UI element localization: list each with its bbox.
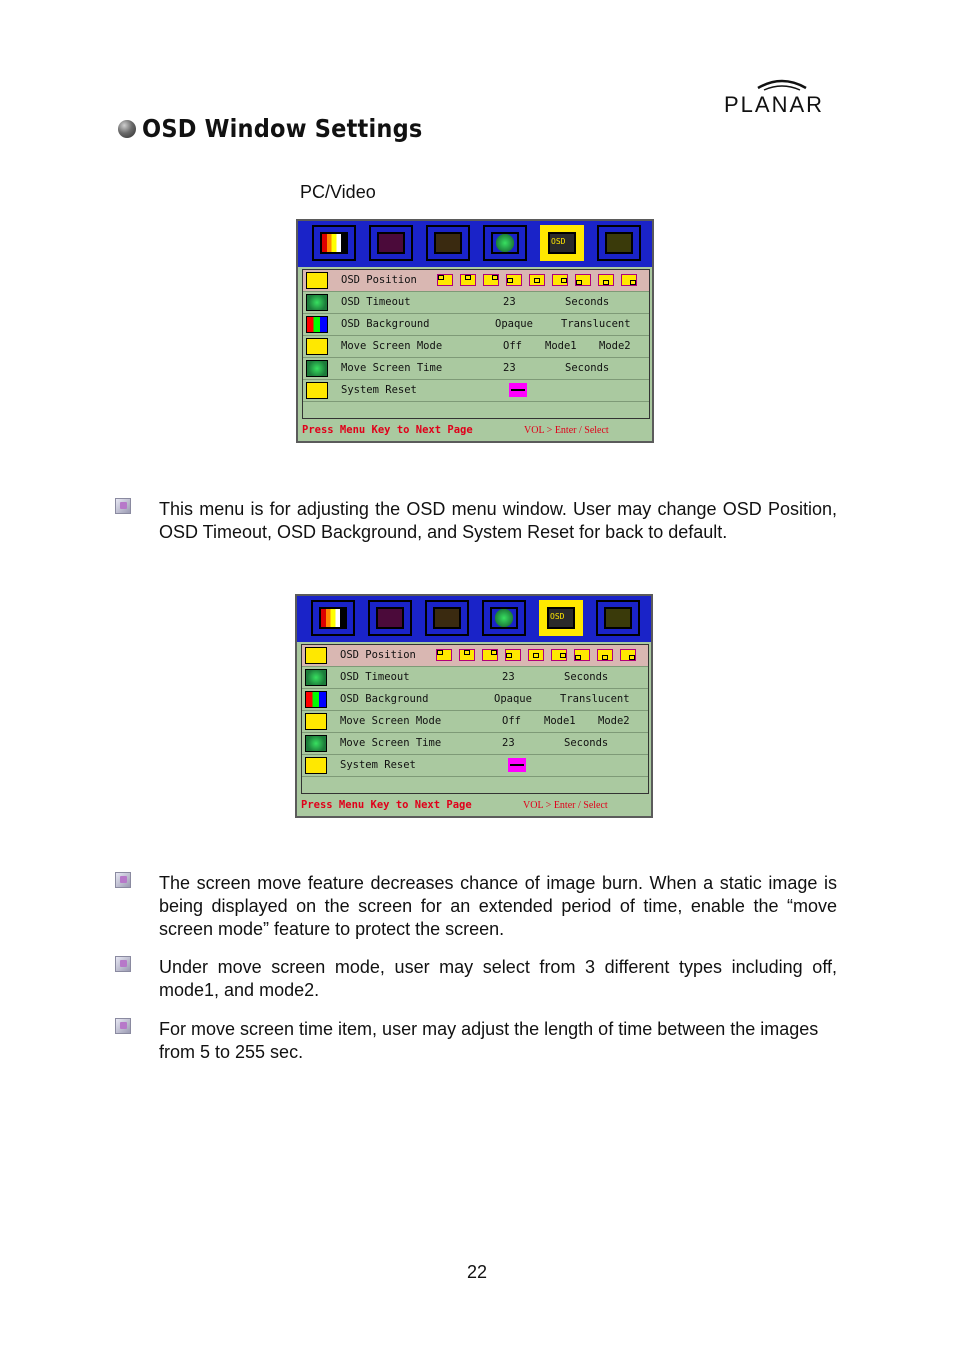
arrow-right-icon — [509, 383, 527, 397]
paragraph: Under move screen mode, user may select from 3 different types including off, mode1, and mode2. — [159, 957, 837, 1000]
osd-menu-screenshot — [296, 219, 654, 443]
osd-tab-bar — [298, 221, 652, 267]
position-marker — [465, 275, 471, 280]
osd-row-label: OSD Timeout — [341, 296, 411, 308]
osd-position-box-icon — [574, 649, 590, 661]
osd-row-value: Mode1 — [545, 340, 577, 352]
osd-footer — [301, 796, 649, 814]
osd-position-box-icon — [575, 274, 591, 286]
reset-tab-icon — [605, 232, 633, 254]
osd-row — [303, 270, 649, 292]
osd-row-icon — [305, 757, 327, 774]
osd-row-label: OSD Background — [341, 318, 430, 330]
osd-row — [302, 689, 648, 711]
osd-row-value: Seconds — [564, 737, 609, 749]
osd-tab — [368, 600, 412, 636]
osd-row-label: Move Screen Mode — [341, 340, 443, 352]
position-marker — [464, 650, 470, 655]
osd-row-icon — [305, 669, 327, 686]
paragraph: The screen move feature decreases chance of image burn. When a static image is being displayed on the screen for an extended period of time, enable the “move screen mode” feature to protect the screen. — [159, 873, 837, 939]
position-marker — [534, 278, 540, 283]
osd-position-box-icon — [460, 274, 476, 286]
osd-row-icon — [305, 735, 327, 752]
osd-row-value: Off — [502, 715, 521, 727]
osd-footer-right: VOL > Enter / Select — [524, 425, 609, 436]
osd-row-icon — [306, 360, 328, 377]
color-bars-icon — [319, 607, 347, 629]
osd-row-icon — [306, 294, 328, 311]
osd-position-box-icon — [598, 274, 614, 286]
osd-row-value: Opaque — [494, 693, 532, 705]
osd-row-value: 23 — [502, 671, 515, 683]
position-marker — [561, 278, 567, 283]
osd-row — [302, 755, 648, 777]
osd-row-value: Mode2 — [599, 340, 631, 352]
osd-row — [302, 645, 648, 667]
position-marker — [438, 275, 444, 280]
osd-footer-left: Press Menu Key to Next Page — [302, 424, 473, 436]
position-marker — [603, 280, 609, 285]
osd-tab — [482, 600, 526, 636]
osd-row-icon — [306, 316, 328, 333]
pc-video-label: PC/Video — [300, 182, 376, 202]
osd-tab-label: OSD — [551, 237, 566, 246]
osd-row-icon — [306, 272, 328, 289]
image-adjust-icon — [377, 232, 405, 254]
osd-tab-icon — [548, 232, 576, 254]
osd-position-box-icon — [529, 274, 545, 286]
osd-position-box-icon — [482, 649, 498, 661]
osd-position-box-icon — [506, 274, 522, 286]
osd-row-value: 23 — [503, 296, 516, 308]
osd-row-icon — [306, 338, 328, 355]
osd-row-label: OSD Position — [340, 649, 416, 661]
reset-tab-icon — [604, 607, 632, 629]
position-marker — [602, 655, 608, 660]
bullet-item — [114, 1018, 837, 1064]
position-marker — [533, 653, 539, 658]
osd-tab — [483, 225, 527, 261]
osd-tab-label: OSD — [550, 612, 565, 621]
osd-row-value: Translucent — [560, 693, 630, 705]
osd-row-icon — [305, 713, 327, 730]
osd-row-label: OSD Background — [340, 693, 429, 705]
arrow-right-icon — [508, 758, 526, 772]
osd-row-label: Move Screen Time — [340, 737, 442, 749]
osd-menu-screenshot — [295, 594, 653, 818]
osd-row-value: Seconds — [565, 362, 610, 374]
osd-row — [302, 733, 648, 755]
osd-footer-left: Press Menu Key to Next Page — [301, 799, 472, 811]
planar-logo — [724, 76, 840, 116]
osd-row-icon — [306, 382, 328, 399]
osd-row-value: Seconds — [564, 671, 609, 683]
osd-row-icon — [305, 691, 327, 708]
osd-position-box-icon — [505, 649, 521, 661]
image-adjust-icon — [376, 607, 404, 629]
position-marker — [506, 653, 512, 658]
osd-row — [302, 667, 648, 689]
osd-footer-right: VOL > Enter / Select — [523, 800, 608, 811]
position-marker — [491, 650, 497, 655]
page-number: 22 — [466, 1262, 488, 1282]
osd-tab — [369, 225, 413, 261]
bullet-item — [114, 956, 837, 1002]
osd-position-box-icon — [436, 649, 452, 661]
osd-row-label: Move Screen Mode — [340, 715, 442, 727]
position-marker — [507, 278, 513, 283]
osd-tab-bar — [297, 596, 651, 642]
osd-row-value: Off — [503, 340, 522, 352]
osd-row — [303, 314, 649, 336]
bullet-item — [114, 498, 837, 544]
osd-position-box-icon — [551, 649, 567, 661]
osd-tab — [426, 225, 470, 261]
position-marker — [576, 280, 582, 285]
audio-icon — [434, 232, 462, 254]
osd-position-box-icon — [437, 274, 453, 286]
logo-text: PLANAR — [724, 92, 825, 117]
osd-row — [303, 336, 649, 358]
paragraph: For move screen time item, user may adjust the length of time between the images from 5 to 255 sec. — [159, 1019, 819, 1062]
globe-icon — [491, 232, 519, 254]
osd-position-box-icon — [621, 274, 637, 286]
osd-row-value: 23 — [503, 362, 516, 374]
osd-tab — [311, 600, 355, 636]
square-bullet-icon — [114, 872, 134, 890]
position-marker — [575, 655, 581, 660]
sphere-bullet-icon — [118, 120, 136, 138]
square-bullet-icon — [114, 956, 134, 974]
osd-position-box-icon — [597, 649, 613, 661]
osd-row — [302, 711, 648, 733]
osd-row-label: Move Screen Time — [341, 362, 443, 374]
osd-row — [303, 380, 649, 402]
osd-row-value: Translucent — [561, 318, 631, 330]
square-bullet-icon — [114, 1018, 134, 1036]
osd-row-value: Mode1 — [544, 715, 576, 727]
position-marker — [560, 653, 566, 658]
globe-icon — [490, 607, 518, 629]
position-marker — [437, 650, 443, 655]
osd-row-value: Mode2 — [598, 715, 630, 727]
osd-row-label: System Reset — [340, 759, 416, 771]
osd-tab — [597, 225, 641, 261]
osd-row-icon — [305, 647, 327, 664]
osd-row-label: OSD Timeout — [340, 671, 410, 683]
osd-position-box-icon — [620, 649, 636, 661]
osd-position-box-icon — [528, 649, 544, 661]
osd-row-label: OSD Position — [341, 274, 417, 286]
osd-row-value: Seconds — [565, 296, 610, 308]
osd-tab — [596, 600, 640, 636]
osd-footer — [302, 421, 650, 439]
square-bullet-icon — [114, 498, 134, 516]
osd-tab — [425, 600, 469, 636]
osd-row-value: Opaque — [495, 318, 533, 330]
osd-row — [303, 292, 649, 314]
osd-row-label: System Reset — [341, 384, 417, 396]
osd-tab — [312, 225, 356, 261]
color-bars-icon — [320, 232, 348, 254]
bullet-item — [114, 872, 837, 941]
osd-position-box-icon — [459, 649, 475, 661]
audio-icon — [433, 607, 461, 629]
osd-position-box-icon — [552, 274, 568, 286]
osd-tab-icon — [547, 607, 575, 629]
osd-row — [303, 358, 649, 380]
section-heading — [118, 114, 423, 143]
osd-tab — [540, 225, 584, 261]
osd-position-box-icon — [483, 274, 499, 286]
position-marker — [492, 275, 498, 280]
position-marker — [630, 280, 636, 285]
position-marker — [629, 655, 635, 660]
page-title: OSD Window Settings — [142, 114, 423, 143]
osd-rows — [302, 269, 650, 419]
osd-row-value: 23 — [502, 737, 515, 749]
paragraph: This menu is for adjusting the OSD menu window. User may change OSD Position, OSD Timeout, OSD Background, and System Reset for back to default. — [159, 499, 837, 542]
osd-tab — [539, 600, 583, 636]
osd-rows — [301, 644, 649, 794]
